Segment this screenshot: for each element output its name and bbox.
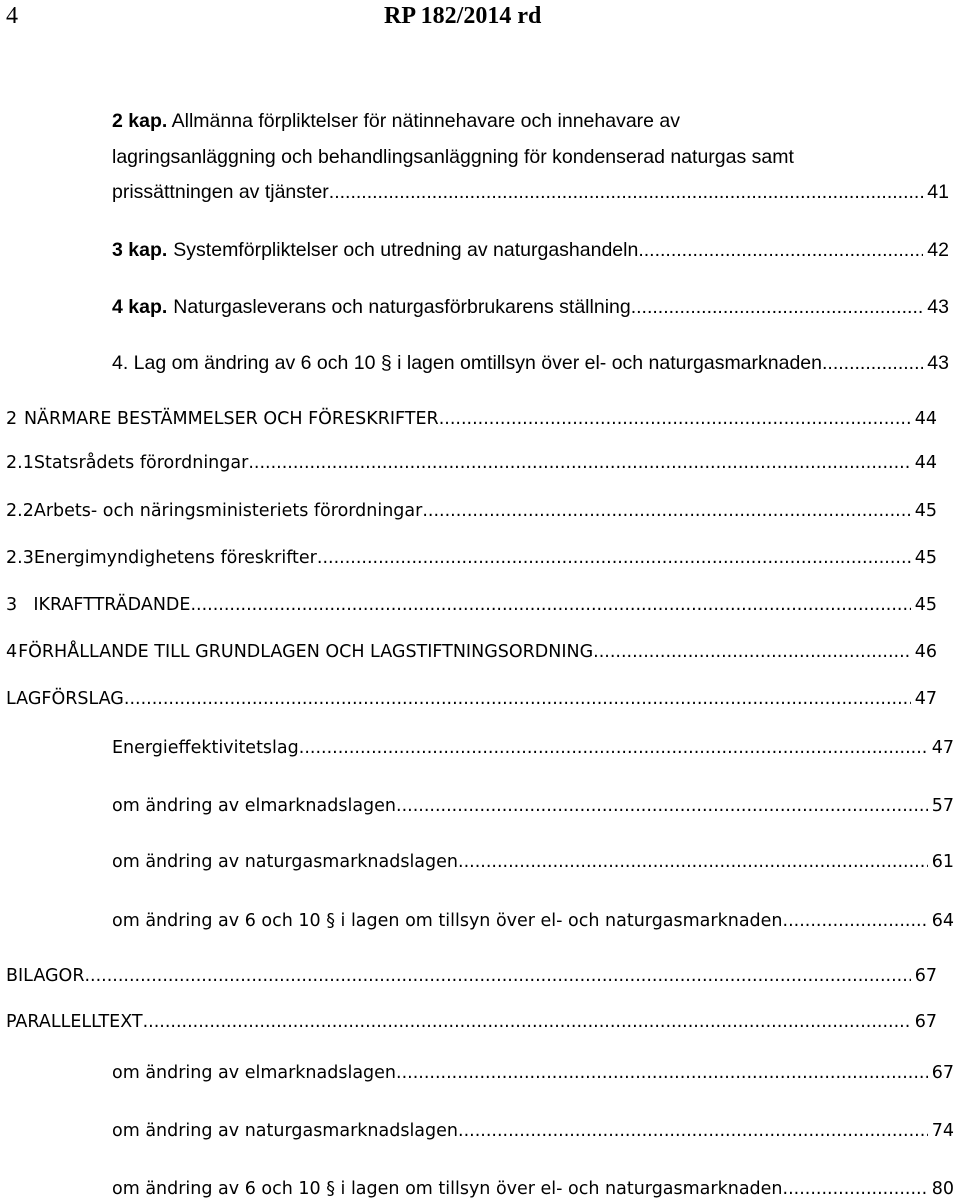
toc-entry-title: IKRAFTTRÄDANDE bbox=[33, 595, 191, 615]
toc-entry-title: Energieffektivitetslag bbox=[112, 738, 299, 758]
toc-entry-section-2-3[interactable] bbox=[6, 544, 937, 572]
dot-leader bbox=[299, 734, 928, 762]
toc-entry-title: Naturgasleverans och naturgasförbrukarens ställning bbox=[173, 296, 631, 318]
dot-leader bbox=[783, 907, 928, 935]
toc-entry-section-2[interactable] bbox=[6, 405, 937, 433]
toc-entry-page: 61 bbox=[931, 852, 954, 872]
toc-entry-kap2-line2[interactable] bbox=[112, 139, 794, 175]
toc-entry-lag4[interactable] bbox=[112, 349, 949, 377]
toc-entry-number: 2.2 bbox=[6, 501, 34, 521]
toc-entry-section-4[interactable] bbox=[6, 638, 937, 666]
toc-entry-title: BILAGOR bbox=[6, 966, 85, 986]
toc-entry-title: Systemförpliktelser och utredning av naturgashandeln bbox=[173, 239, 639, 261]
toc-entry-lagforslag-1[interactable] bbox=[112, 734, 954, 762]
dot-leader bbox=[458, 848, 928, 876]
toc-entry-title: Energimyndighetens föreskrifter bbox=[33, 548, 317, 568]
dot-leader bbox=[631, 293, 924, 321]
toc-entry-page: 45 bbox=[914, 595, 937, 615]
toc-entry-page: 47 bbox=[931, 738, 954, 758]
toc-entry-title: FÖRHÅLLANDE TILL GRUNDLAGEN OCH LAGSTIFTNINGSORDNING bbox=[18, 642, 594, 662]
toc-entry-kap4[interactable] bbox=[112, 293, 949, 321]
toc-entry-page: 44 bbox=[914, 409, 937, 429]
toc-entry-page: 67 bbox=[914, 1012, 937, 1032]
toc-entry-prefix: 3 kap. bbox=[112, 239, 168, 261]
dot-leader bbox=[84, 962, 910, 990]
toc-entry-title: NÄRMARE BESTÄMMELSER OCH FÖRESKRIFTER bbox=[23, 409, 439, 429]
toc-entry-parallelltext-1[interactable] bbox=[112, 1059, 954, 1087]
dot-leader bbox=[248, 449, 910, 477]
toc-entry-title: 4. Lag om ändring av 6 och 10 § i lagen omtillsyn över el- och naturgasmarknaden bbox=[112, 352, 822, 374]
toc-entry-title: om ändring av elmarknadslagen bbox=[112, 796, 397, 816]
toc-entry-lagforslag-3[interactable] bbox=[112, 848, 954, 876]
page-number: 4 bbox=[6, 3, 18, 29]
toc-entry-title: om ändring av naturgasmarknadslagen bbox=[112, 852, 459, 872]
toc-entry-title: om ändring av 6 och 10 § i lagen om tillsyn över el- och naturgasmarknaden bbox=[112, 911, 783, 931]
dot-leader bbox=[124, 685, 911, 713]
dot-leader bbox=[593, 638, 911, 666]
toc-entry-page: 64 bbox=[931, 911, 954, 931]
toc-entry-title: LAGFÖRSLAG bbox=[6, 689, 124, 709]
toc-entry-title: Allmänna förpliktelser för nätinnehavare och innehavare av bbox=[171, 110, 681, 132]
toc-entry-title: lagringsanläggning och behandlingsanläggning för kondenserad naturgas samt bbox=[112, 146, 794, 168]
toc-entry-page: 45 bbox=[914, 501, 937, 521]
toc-entry-bilagor[interactable] bbox=[6, 962, 937, 990]
toc-entry-title: om ändring av elmarknadslagen bbox=[112, 1063, 397, 1083]
toc-entry-section-2-1[interactable] bbox=[6, 449, 937, 477]
toc-entry-page: 44 bbox=[914, 453, 937, 473]
toc-entry-page: 45 bbox=[914, 548, 937, 568]
toc-entry-title: PARALLELLTEXT bbox=[6, 1012, 143, 1032]
dot-leader bbox=[783, 1175, 928, 1203]
toc-entry-page: 67 bbox=[931, 1063, 954, 1083]
dot-leader bbox=[396, 792, 928, 820]
toc-entry-kap2-line1[interactable] bbox=[112, 103, 680, 139]
toc-entry-lagforslag[interactable] bbox=[6, 685, 937, 713]
toc-entry-title: om ändring av 6 och 10 § i lagen om tillsyn över el- och naturgasmarknaden bbox=[112, 1179, 783, 1199]
toc-entry-number: 2.1 bbox=[6, 453, 34, 473]
toc-entry-page: 67 bbox=[914, 966, 937, 986]
toc-entry-lagforslag-4[interactable] bbox=[112, 907, 954, 935]
toc-entry-page: 43 bbox=[927, 352, 949, 374]
toc-entry-number: 4 bbox=[6, 642, 18, 662]
toc-entry-number: 3 bbox=[6, 595, 18, 615]
toc-entry-section-2-2[interactable] bbox=[6, 497, 937, 525]
toc-entry-page: 74 bbox=[931, 1121, 954, 1141]
toc-entry-title: Statsrådets förordningar bbox=[33, 453, 249, 473]
dot-leader bbox=[458, 1117, 928, 1145]
dot-leader bbox=[317, 544, 911, 572]
toc-entry-kap3[interactable] bbox=[112, 236, 949, 264]
dot-leader bbox=[439, 405, 911, 433]
toc-entry-number: 2 bbox=[6, 409, 18, 429]
toc-entry-page: 47 bbox=[914, 689, 937, 709]
dot-leader bbox=[143, 1008, 911, 1036]
toc-entry-parallelltext-2[interactable] bbox=[112, 1117, 954, 1145]
toc-entry-parallelltext[interactable] bbox=[6, 1008, 937, 1036]
document-id: RP 182/2014 rd bbox=[384, 3, 542, 29]
toc-entry-prefix: 4 kap. bbox=[112, 296, 168, 318]
toc-entry-prefix: 2 kap. bbox=[112, 110, 168, 132]
toc-entry-title: prissättningen av tjänster bbox=[112, 181, 329, 203]
toc-entry-page: 80 bbox=[931, 1179, 954, 1199]
toc-entry-lagforslag-2[interactable] bbox=[112, 792, 954, 820]
toc-entry-page: 46 bbox=[914, 642, 937, 662]
toc-entry-section-3[interactable] bbox=[6, 591, 937, 619]
dot-leader bbox=[396, 1059, 928, 1087]
toc-entry-page: 42 bbox=[927, 239, 949, 261]
dot-leader bbox=[190, 591, 910, 619]
toc-entry-parallelltext-3[interactable] bbox=[112, 1175, 954, 1203]
dot-leader bbox=[329, 178, 924, 206]
toc-entry-title: om ändring av naturgasmarknadslagen bbox=[112, 1121, 459, 1141]
dot-leader bbox=[422, 497, 910, 525]
toc-entry-page: 41 bbox=[927, 181, 949, 203]
toc-entry-page: 57 bbox=[931, 796, 954, 816]
toc-entry-page: 43 bbox=[927, 296, 949, 318]
toc-entry-number: 2.3 bbox=[6, 548, 34, 568]
dot-leader bbox=[822, 349, 923, 377]
dot-leader bbox=[638, 236, 923, 264]
toc-entry-kap2-line3[interactable] bbox=[112, 178, 949, 206]
toc-entry-title: Arbets- och näringsministeriets förordningar bbox=[33, 501, 423, 521]
